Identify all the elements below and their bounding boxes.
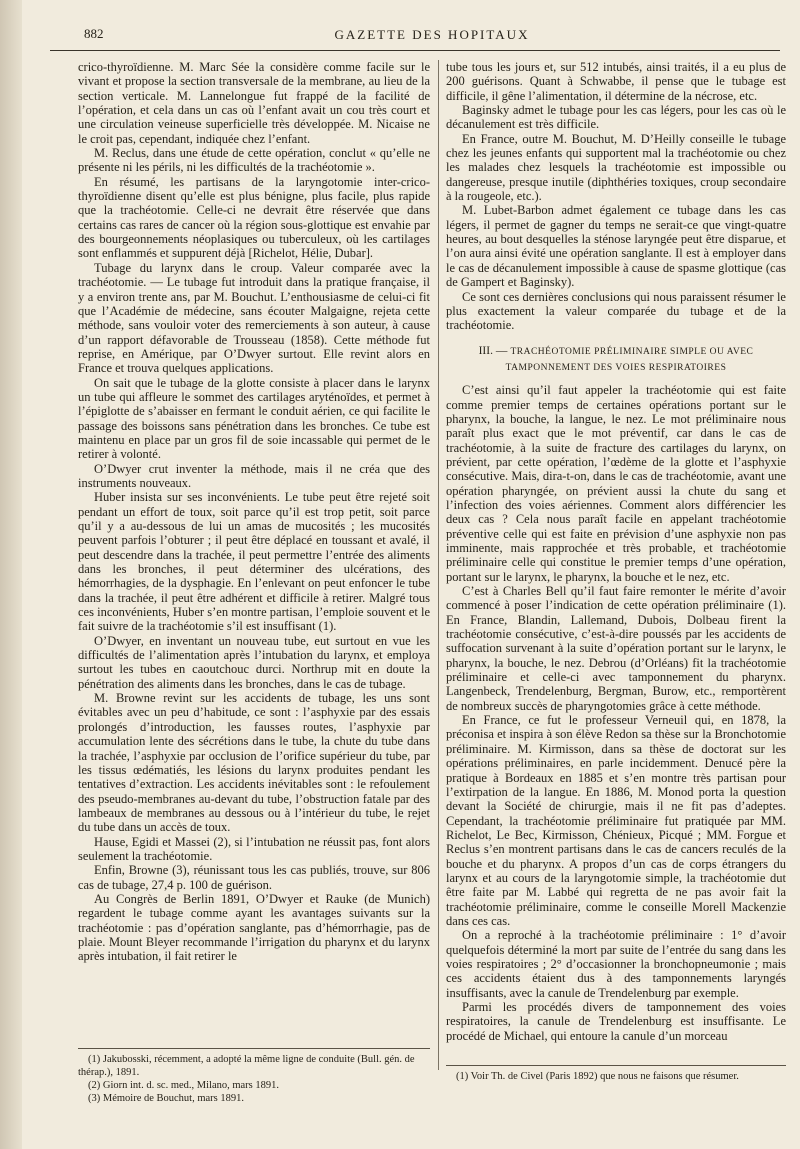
paragraph: Parmi les procédés divers de tamponnement des voies respiratoires, la canule de Trendelenburg est insuffisante. Le procédé de Michael, qui entoure la canule d’un morceau (446, 1000, 786, 1043)
paragraph: Au Congrès de Berlin 1891, O’Dwyer et Rauke (de Munich) regardent le tubage comme ayant les avantages suivants sur la trachéotomie : pas d’opération sanglante, pas d’hémorrhagie, pas de plaie. Mount Bleyer recommande l’irrigation du pharynx et du larynx après intubation, il fait retirer le (78, 891, 430, 964)
paragraph: O’Dwyer crut inventer la méthode, mais il ne créa que des instruments nouveaux. (78, 461, 430, 490)
paragraph: En France, outre M. Bouchut, M. D’Heilly conseille le tubage chez les jeunes enfants qui supportent mal la trachéotomie ou chez les malades chez lesquels la trachéotomie est impossible ou dangereuse, presque inutile (diphthéries toxiques, croup secondaire à la rougeole, etc.). (446, 131, 786, 204)
paragraph: En France, ce fut le professeur Verneuil qui, en 1878, la préconisa et inspira à son élève Redon sa thèse sur la Bronchotomie préliminaire. M. Kirmisson, dans sa thèse de doctorat sur les opérations préliminaires, en parle incidemment. Denucé père la pratique à Bordeaux en 1885 et s’en montre très partisan pour l’extirpation de la langue. En 1886, M. Monod porta la question devant la Société de chirurgie, mais il ne fit pas d’adeptes. Cependant, la trachéotomie préliminaire fut pratiquée par MM. Richelot, Le Bec, Kirmisson, Chénieux, Picqué ; MM. Forgue et Reclus s’en montrent partisans dans le cas de cancers reculés de la bouche et du pharynx. A propos d’un cas de corps étrangers du larynx et au cours de la laryngotomie simple, la trachéotomie dut être faite par M. Labbé qui regretta de ne pas avoir fait la trachéotomie préliminaire, comme le conseille Morell Mackenzie dans ces cas. (446, 713, 786, 928)
footnote: (1) Jakubosski, récemment, a adopté la même ligne de conduite (Bull. gén. de thérap.), 1891. (78, 1054, 415, 1078)
page-number: 882 (84, 26, 104, 41)
paragraph: Tubage du larynx dans le croup. Valeur comparée avec la trachéotomie. — Le tubage fut introduit dans la pratique française, il y a environ trente ans, par M. Bouchut. L’enthousiasme de celui-ci fit que l’Académie de médecine, sans écouter Malgaigne, rejeta cette méthode, sans vouloir voter des remerciements à son auteur, à cause d’un rapport défavorable de Trousseau (1858). Cette méthode fut reprise, en Amérique, par O’Dwyer surtout. Elle revint alors en France et trouva quelques applications. (78, 260, 430, 376)
paragraph: O’Dwyer, en inventant un nouveau tube, eut surtout en vue les difficultés de l’alimentation après l’intubation du larynx, et employa surtout les tubes en caoutchouc durci. Northrup mit en doute la pénétration des aliments dans les bronches, dans le cas de tubage. (78, 633, 430, 691)
right-column (446, 60, 786, 1043)
header-rule (50, 50, 780, 51)
section-title: TRACHÉOTOMIE PRÉLIMINAIRE SIMPLE OU AVEC TAMPONNEMENT DES VOIES RESPIRATOIRES (505, 346, 754, 373)
paragraph: M. Browne revint sur les accidents de tubage, les uns sont évitables avec un peu d’habitude, ce sont : l’asphyxie par des essais prolongés d’introduction, les fausses routes, l’asphyxie par accumulation lente des sécrétions dans le tube, la chute du tube dans la trachée, l’asphyxie par occlusion de l’orifice supérieur du tube, par les tissus œdématiés, les lésions du larynx produites pendant les tentatives d’extraction. Les accidents inévitables sont : le refoulement des pseudo-membranes au-devant du tube, l’obstruction fatale par des lambeaux de membranes au dessous ou à l’intérieur du tube, le rejet du tube dans un accès de toux. (78, 691, 430, 835)
left-footnotes (78, 1040, 430, 1105)
paragraph: On sait que le tubage de la glotte consiste à placer dans le larynx un tube qui affleure le sommet des cartilages aryténoïdes, et permet à l’épiglotte de s’abaisser en fermant le conduit aérien, ce qui facilite le passage des boissons sans pénétration dans les bronches. Ce tube est maintenu en place par un gros fil de soie incassable qui permet de le retirer à volonté. (78, 375, 430, 462)
column-divider (438, 60, 439, 1070)
paragraph: Ce sont ces dernières conclusions qui nous paraissent résumer le plus exactement la valeur comparée du tubage et de la trachéotomie. (446, 289, 786, 333)
footnote: (3) Mémoire de Bouchut, mars 1891. (88, 1093, 245, 1104)
paragraph: Huber insista sur ses inconvénients. Le tube peut être rejeté soit pendant un effort de toux, soit parce qu’il est trop petit, soit parce qu’il y a au-dessous de lui un amas de mucosités ; les mucosités peuvent parfois l’obturer ; il peut être déplacé en toussant et avalé, il peut descendre dans la trachée, il peut permettre l’entrée des aliments dans les bronches, il peut déterminer des ulcérations, des hémorrhagies, de la dysphagie. En l’enlevant on peut enfoncer le tube dans la trachée, il peut être adhérent et difficile à retirer. Malgré tous ces inconvénients, Huber s’en montre partisan, l’emploie souvent et le fait suivre de la trachéotomie s’il est insuffisant (1). (78, 490, 430, 634)
footnote: (1) Voir Th. de Civel (Paris 1892) que nous ne faisons que résumer. (456, 1071, 739, 1082)
running-header (84, 24, 780, 46)
right-footnotes (446, 1057, 786, 1083)
footnote-rule (78, 1048, 430, 1049)
footnote-rule (446, 1065, 786, 1066)
paragraph: Enfin, Browne (3), réunissant tous les cas publiés, trouve, sur 806 cas de tubage, 27,4 p. 100 de guérison. (78, 863, 430, 892)
section-heading (446, 343, 786, 376)
paragraph: Hause, Egidi et Massei (2), si l’intubation ne réussit pas, font alors seulement la trachéotomie. (78, 834, 430, 863)
paragraph: Baginsky admet le tubage pour les cas légers, pour les cas où le décanulement est très difficile. (446, 103, 786, 132)
journal-title: GAZETTE DES HOPITAUX (334, 27, 530, 42)
left-column (78, 60, 430, 964)
paragraph: On a reproché à la trachéotomie préliminaire : 1° d’avoir quelquefois déterminé la mort par suite de l’entrée du sang dans les voies respiratoires ; 2° d’occasionner la bronchopneumonie ; mais ces accidents étaient dus à des tamponnements laryngés insuffisants, avec la canule de Trendelenburg par exemple. (446, 928, 786, 1000)
paragraph: C’est à Charles Bell qu’il faut faire remonter le mérite d’avoir commencé à poser l’indication de cette opération préliminaire (1). En France, Blandin, Lallemand, Dubois, Dolbeau firent la trachéotomie consécutive, c’est-à-dire poussés par les accidents de suffocation survenant à la suite d’opération portant sur le larynx, le pharynx, la bouche, le nez. Debrou (d’Orléans) fit la trachéotomie préliminaire et celle-ci avec tamponnement du pharynx. Langenbeck, Trendelenburg, Bergman, Burow, etc., remportèrent de nombreux succès de pharyngotomies grâce à cette méthode. (446, 584, 786, 713)
paragraph: crico-thyroïdienne. M. Marc Sée la considère comme facile sur le vivant et propose la section transversale de la membrane, au lieu de la section verticale. M. Lannelongue fut frappé de la facilité de l’opération, et cela dans un cas où l’enfant avait un cou très court et une circulation veineuse superficielle très développée. M. Nicaise ne le croit pas, cependant, indiquée chez l’enfant. (78, 60, 430, 146)
footnote: (2) Giorn int. d. sc. med., Milano, mars 1891. (88, 1080, 280, 1091)
paragraph: En résumé, les partisans de la laryngotomie inter-crico-thyroïdienne disent qu’elle est plus bénigne, plus facile, plus rapide que la trachéotomie. Celle-ci ne devrait être réservée que dans certains cas rares de cancer où la région sous-glottique est envahie par des bourgeonnements néoplasiques ou tuberculeux, où les cartilages sont enflammés et suppurent déjà [Richelot, Hélie, Dubar]. (78, 174, 430, 261)
paragraph: tube tous les jours et, sur 512 intubés, ainsi traités, il a eu plus de 200 guérisons. Quant à Schwabbe, il pense que le tubage est difficile, il gêne l’alimentation, il détermine de la nécrose, etc. (446, 60, 786, 103)
paragraph: M. Reclus, dans une étude de cette opération, conclut « qu’elle ne présente ni les périls, ni les difficultés de la trachéotomie ». (78, 146, 430, 175)
page-binding-edge (0, 0, 22, 1149)
paragraph: M. Lubet-Barbon admet également ce tubage dans les cas légers, il permet de gagner du temps ne serait-ce que vingt-quatre heures, au bout desquelles la sténose laryngée peut être disparue, et l’on aura ainsi évité une opération sanglante. Il est à employer dans le cas de décanulement impossible à cause de spasme glottique (cas de Gampert et Baginsky). (446, 203, 786, 290)
paragraph: C’est ainsi qu’il faut appeler la trachéotomie qui est faite comme premier temps de certaines opérations portant sur le pharynx, la bouche, la langue, le nez. Le mot préliminaire nous paraît plus exact que le mot préventif, car dans le cas de trachéotomie, à la suite de fracture des cartilages du larynx, on prévient, par cette opération, l’œdème de la glotte et l’asphyxie consécutive. Mais, dira-t-on, dans le cas de trachéotomie, avant une opération pharyngée, on prévient aussi la chute du sang et l’infection des voies aériennes. Comment alors différencier les deux cas ? Cela nous paraît facile en appelant trachéotomie préventive celle qui est faite en prévision d’une asphyxie non pas imminente, mais rapprochée et très probable, et trachéotomie préliminaire celle qui constitue le premier temps d’une opération, portant sur le larynx, le pharynx, la bouche et le nez, etc. (446, 383, 786, 584)
section-number: III. — (478, 344, 508, 357)
